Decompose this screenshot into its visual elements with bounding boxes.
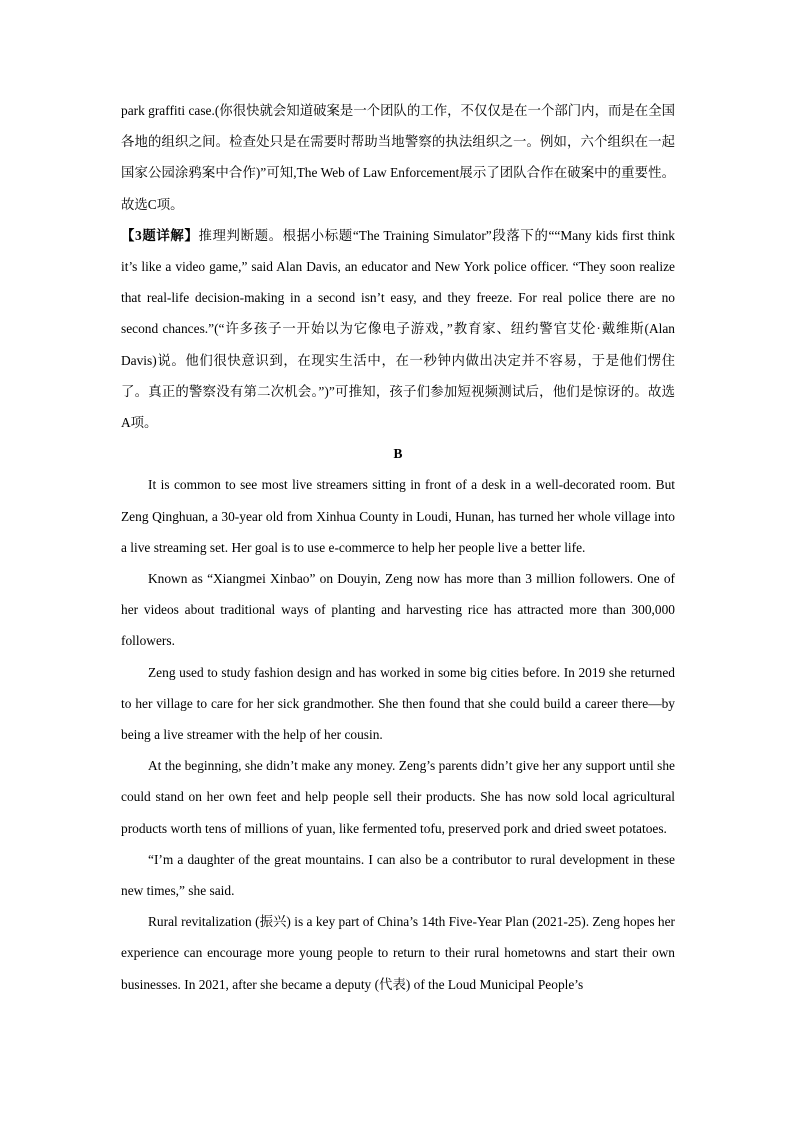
document-page [121,95,675,1000]
answer-3-text: 推理判断题。根据小标题“The Training Simulator”段落下的““Many kids first think it’s like a video game,” said Alan Davis, an educator and New York police officer. “They soon realize that real-life decision-making in a second isn’t easy, and they freeze. For real police there are no second chances.”(“许多孩子一开始以为它像电子游戏，”教育家、纽约警官艾伦·戴维斯(Alan Davis)说。他们很快意识到，在现实生活中，在一秒钟内做出决定并不容易，于是他们愣住了。真正的警察没有第二次机会。”)”可推知，孩子们参加短视频测试后，他们是惊讶的。故选A项。 [121,227,676,431]
paragraph-answer-3 [121,220,675,438]
paragraph-known-as: Known as “Xiangmei Xinbao” on Douyin, Zeng now has more than 3 million followers. One of her videos about traditional ways of planting and harvesting rice has attracted more than 300,000 followers. [121,571,675,649]
paragraph-background: Zeng used to study fashion design and has worked in some big cities before. In 2019 she returned to her village to care for her sick grandmother. She then found that she could build a career there—by being a live streamer with the help of her cousin. [121,664,675,743]
answer-3-label: 【3题详解】 [121,227,199,243]
paragraph-revitalization: Rural revitalization (振兴) is a key part of China’s 14th Five-Year Plan (2021-25). Zeng hopes her experience can encourage more young people to return to their rural hometowns and start their own businesses. In 2021, after she became a deputy (代表) of the Loud Municipal People’s [121,914,675,992]
paragraph-quote: “I’m a daughter of the great mountains. I can also be a contributor to rural development in these new times,” she said. [121,851,675,899]
paragraph-intro: It is common to see most live streamers sitting in front of a desk in a well-decorated room. But Zeng Qinghuan, a 30-year old from Xinhua County in Loudi, Hunan, has turned her whole village into a live streaming set. Her goal is to use e-commerce to help her people live a better life. [121,477,675,555]
section-heading-b: B [393,446,403,462]
paragraph-answer-2-end: park graffiti case.(你很快就会知道破案是一个团队的工作，不仅仅是在一个部门内，而是在全国各地的组织之间。检查处只是在需要时帮助当地警察的执法组织之一。例如，六个组织在一起国家公园涂鸦案中合作)”可知,The Web of Law Enforcement展示了团队合作在破案中的重要性。故选C项。 [121,103,675,212]
paragraph-beginning: At the beginning, she didn’t make any money. Zeng’s parents didn’t give her any support until she could stand on her own feet and help people sell their products. She has now sold local agricultural products worth tens of millions of yuan, like fermented tofu, preserved pork and dried sweet potatoes. [121,758,675,836]
